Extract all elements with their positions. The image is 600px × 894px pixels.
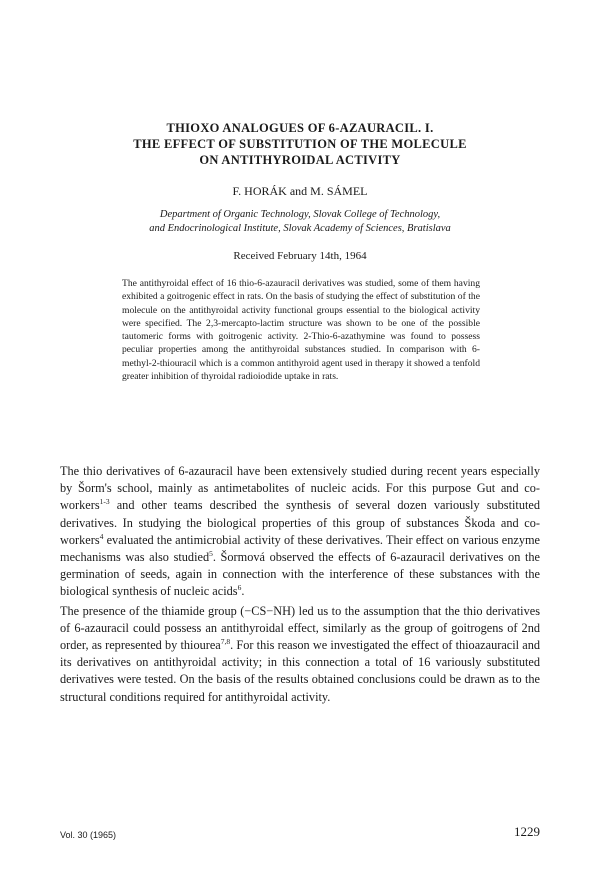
paragraph-1 (60, 463, 540, 601)
volume-info: Vol. 30 (1965) (60, 830, 117, 840)
p1-text-1: The thio derivatives of 6-azauracil have been extensively studied during recent years especially by Šorm's school, mainly as antimetabolites of nucleic acids. For this purpose Gut and co-workers (60, 464, 540, 513)
paragraph-2 (60, 603, 540, 706)
ref-6: 6 (237, 583, 242, 593)
p1-text-5: . (241, 584, 245, 599)
affiliation (60, 208, 540, 236)
affiliation-line-2: and Endocrinological Institute, Slovak Academy of Sciences, Bratislava (149, 223, 451, 234)
title-line-1: THIOXO ANALOGUES OF 6-AZAURACIL. I. (166, 121, 434, 135)
abstract: The antithyroidal effect of 16 thio-6-azauracil derivatives was studied, some of them having exhibited a goitrogenic effect in rats. On the basis of studying the effect of substitution of the molecule on the antithyroidal activity functional groups essential to the biological activity were specified. The 2,3-mercapto-lactim structure was shown to be one of the possible tautomeric forms with goitrogenic activity. 2-Thio-6-azathymine was found to possess peculiar properties among the antithyroidal substances studied. In comparison with 6-methyl-2-thiouracil which is a common antithyroid agent used in therapy it showed a tenfold greater inhibition of thyroidal radioiodide uptake in rats. (122, 278, 480, 383)
p1-text-2: and other teams described the synthesis of several dozen variously substituted derivatives. In studying the biological properties of this group of substances Škoda and co-workers (60, 498, 540, 547)
ref-1-3: 1-3 (99, 497, 110, 507)
article-title (60, 120, 540, 168)
received-date: Received February 14th, 1964 (233, 250, 367, 262)
ref-5: 5 (209, 548, 213, 558)
ref-7-8: 7,8 (220, 636, 231, 646)
ref-4: 4 (99, 531, 104, 541)
page-number: 1229 (514, 824, 540, 839)
body-text (60, 463, 540, 706)
p2-text-1: The presence of the thiamide group (−CS−NH) led us to the assumption that the thio derivatives of 6-azauracil could possess an antithyroidal effect, similarly as the group of goitrogens of 2nd order, as represented by thiourea (60, 603, 540, 653)
affiliation-line-1: Department of Organic Technology, Slovak College of Technology, (159, 209, 441, 220)
p1-text-3: evaluated the antimicrobial activity of these derivatives. Their effect on various enzyme mechanisms was also studied (60, 532, 540, 565)
p2-text-2: . For this reason we investigated the effect of thioazauracil and its derivatives on antithyroidal activity; in this connection a total of 16 variously substituted derivatives were tested. On the basis of the results obtained conclusions could be drawn as to the structural conditions required for antithyroidal activity. (60, 638, 541, 704)
title-line-3: ON ANTITHYROIDAL ACTIVITY (199, 153, 401, 167)
title-line-2: THE EFFECT OF SUBSTITUTION OF THE MOLECULE (133, 137, 467, 151)
p1-text-4: . Šormová observed the effects of 6-azauracil derivatives on the germination of seeds, again in connection with the interference of these substances with the biological synthesis of nucleic acids (60, 550, 540, 599)
authors: F. HORÁK and M. SÁMEL (232, 184, 368, 198)
